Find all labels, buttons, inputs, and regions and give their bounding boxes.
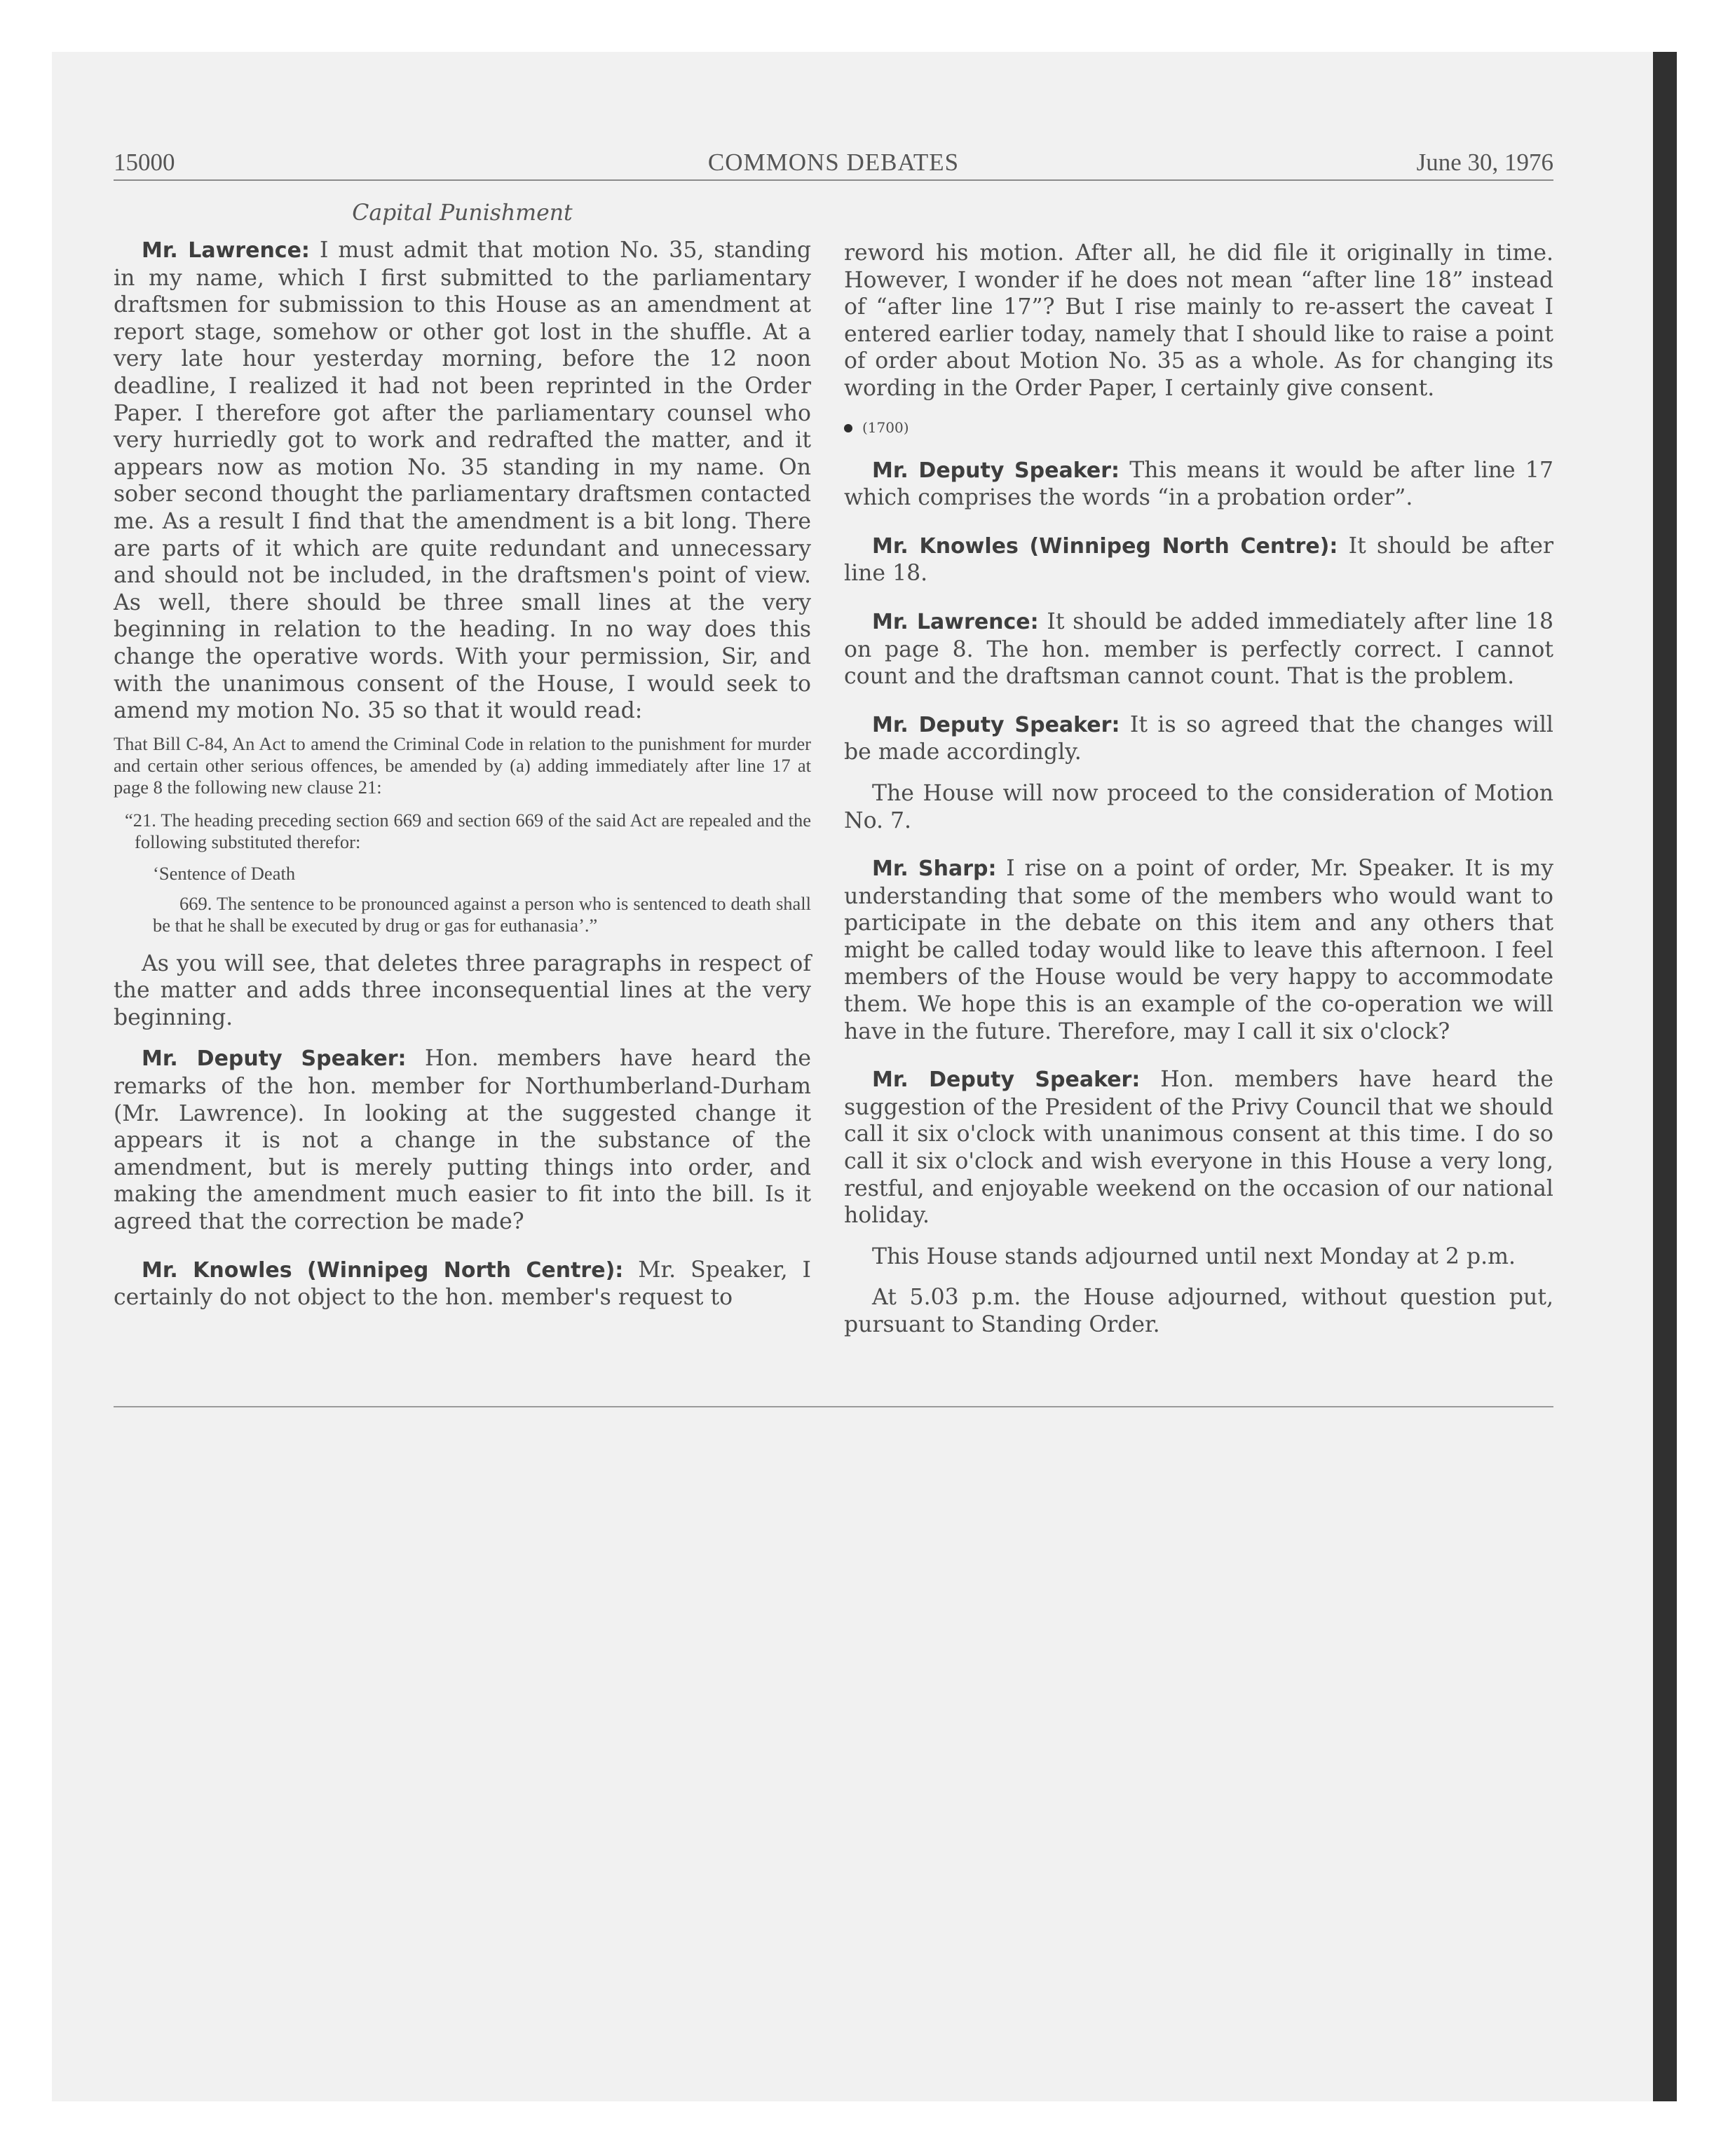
bullet-icon bbox=[844, 424, 852, 432]
paragraph-deputy-speaker bbox=[114, 1045, 811, 1235]
publication-date: June 30, 1976 bbox=[1416, 149, 1553, 176]
paragraph-sharp bbox=[844, 855, 1553, 1045]
speaker-name: Mr. Knowles (Winnipeg North Centre): bbox=[142, 1257, 624, 1283]
publication-title: COMMONS DEBATES bbox=[707, 149, 960, 176]
speaker-name: Mr. Deputy Speaker: bbox=[142, 1046, 407, 1072]
speech-text: It is so agreed that the changes will be made accordingly. bbox=[844, 711, 1554, 765]
time-marker bbox=[844, 419, 1553, 436]
speech-text: It should be added immediately after line 18 on page 8. The hon. member is perfectly correct. I cannot count and the draftsman cannot count. That is the problem. bbox=[844, 608, 1553, 690]
quoted-motion-section: 669. The sentence to be pronounced against a person who is sentenced to death shall be that he shall be executed by drug or gas for euthanasia’.” bbox=[153, 892, 811, 936]
scan-binding-edge bbox=[1653, 52, 1677, 2101]
paragraph-lawrence-motion bbox=[114, 237, 811, 725]
paragraph-knowles-continuation: reword his motion. After all, he did file it originally in time. However, I wonder if he does not mean “after line 18” instead of “after line 17”? But I rise mainly to re-assert the caveat I entered earlier today, namely that I should like to raise a point of order about Motion No. 35 as a whole. As for changing its wording in the Order Paper, I certainly give consent. bbox=[844, 240, 1553, 401]
speaker-name: Mr. Lawrence: bbox=[142, 238, 310, 263]
left-column bbox=[114, 199, 811, 1311]
speech-text: Hon. members have heard the remarks of the hon. member for Northumberland-Durham (Mr. Lawrence). In looking at the suggested change it appears it is not a change in the substance of the amendment, but is merely putting things into order, and making the amendment much easier to fit into the bill. Is it agreed that the correction be made? bbox=[114, 1046, 811, 1235]
speaker-name: Mr. Lawrence: bbox=[872, 609, 1039, 634]
running-header bbox=[114, 144, 1553, 178]
footer-rule bbox=[114, 1406, 1553, 1407]
speech-text: It should be after line 18. bbox=[844, 533, 1554, 587]
speaker-name: Mr. Deputy Speaker: bbox=[872, 458, 1120, 483]
paragraph-lawrence-reply bbox=[844, 608, 1553, 690]
speech-text: Hon. members have heard the suggestion of the President of the Privy Council that we should call it six o'clock with unanimous consent at this time. I do so call it six o'clock and wish everyone in this House a very long, restful, and enjoyable weekend on the occasion of our national holiday. bbox=[844, 1067, 1554, 1229]
speech-text: I must admit that motion No. 35, standing in my name, which I first submitted to the parliamentary draftsmen for submission to this House as an amendment at report stage, somehow or other got lost in the shuffle. At a very late hour yesterday morning, before the 12 noon deadline, I realized it had not been reprinted in the Order Paper. I therefore got after the parliamentary counsel who very hurriedly got to work and redrafted the matter, and it appears now as motion No. 35 standing in my name. On sober second thought the parliamentary draftsmen contacted me. As a result I find that the amendment is a bit long. There are parts of it which are quite redundant and unnecessary and should not be included, in the draftsmen's point of view. As well, there should be three small lines at the very beginning in relation to the heading. In no way does this change the operative words. With your permission, Sir, and with the unanimous consent of the House, I would seek to amend my motion No. 35 so that it would read: bbox=[114, 238, 811, 724]
paragraph-lawrence-continuation: As you will see, that deletes three paragraphs in respect of the matter and adds three inconsequential lines at the very beginning. bbox=[114, 950, 811, 1030]
paragraph-knowles bbox=[114, 1257, 811, 1311]
paragraph-adjournment-note: At 5.03 p.m. the House adjourned, without question put, pursuant to Standing Order. bbox=[844, 1285, 1553, 1337]
time-marker-text: (1700) bbox=[862, 418, 909, 436]
quoted-motion-clause: “21. The heading preceding section 669 and section 669 of the said Act are repealed and the following substituted therefor: bbox=[125, 809, 811, 852]
speaker-name: Mr. Deputy Speaker: bbox=[872, 712, 1120, 737]
paragraph-adjourned: This House stands adjourned until next Monday at 2 p.m. bbox=[872, 1243, 1516, 1269]
speaker-name: Mr. Sharp: bbox=[872, 857, 997, 882]
quoted-motion-heading: ‘Sentence of Death bbox=[153, 862, 296, 884]
paragraph-proceed-motion: The House will now proceed to the consideration of Motion No. 7. bbox=[844, 780, 1553, 833]
section-title: Capital Punishment bbox=[352, 200, 573, 226]
speaker-name: Mr. Deputy Speaker: bbox=[872, 1067, 1141, 1093]
speech-text: I rise on a point of order, Mr. Speaker. It is my understanding that some of the members who would want to participate in the debate on this item and any others that might be called today would like to leave this afternoon. I feel members of the House would be very happy to accommodate them. We hope this is an example of the co-operation we will have in the future. Therefore, may I call it six o'clock? bbox=[844, 856, 1553, 1044]
paragraph-deputy-speaker-line bbox=[844, 457, 1553, 512]
speech-text: Mr. Speaker, I certainly do not object to the hon. member's request to bbox=[114, 1257, 811, 1311]
header-rule bbox=[114, 179, 1553, 181]
quoted-motion-intro: That Bill C-84, An Act to amend the Criminal Code in relation to the punishment for murder and certain other serious offences, be amended by (a) adding immediately after line 17 at page 8 the following new clause 21: bbox=[114, 732, 811, 798]
right-column bbox=[844, 240, 1553, 1339]
paragraph-deputy-speaker-agreed bbox=[844, 711, 1553, 766]
speech-text: This means it would be after line 17 which comprises the words “in a probation order”. bbox=[844, 457, 1553, 511]
page-number: 15000 bbox=[114, 149, 175, 176]
speaker-name: Mr. Knowles (Winnipeg North Centre): bbox=[872, 533, 1338, 559]
paragraph-deputy-speaker-six-oclock bbox=[844, 1066, 1553, 1229]
paragraph-knowles-line bbox=[844, 533, 1553, 587]
